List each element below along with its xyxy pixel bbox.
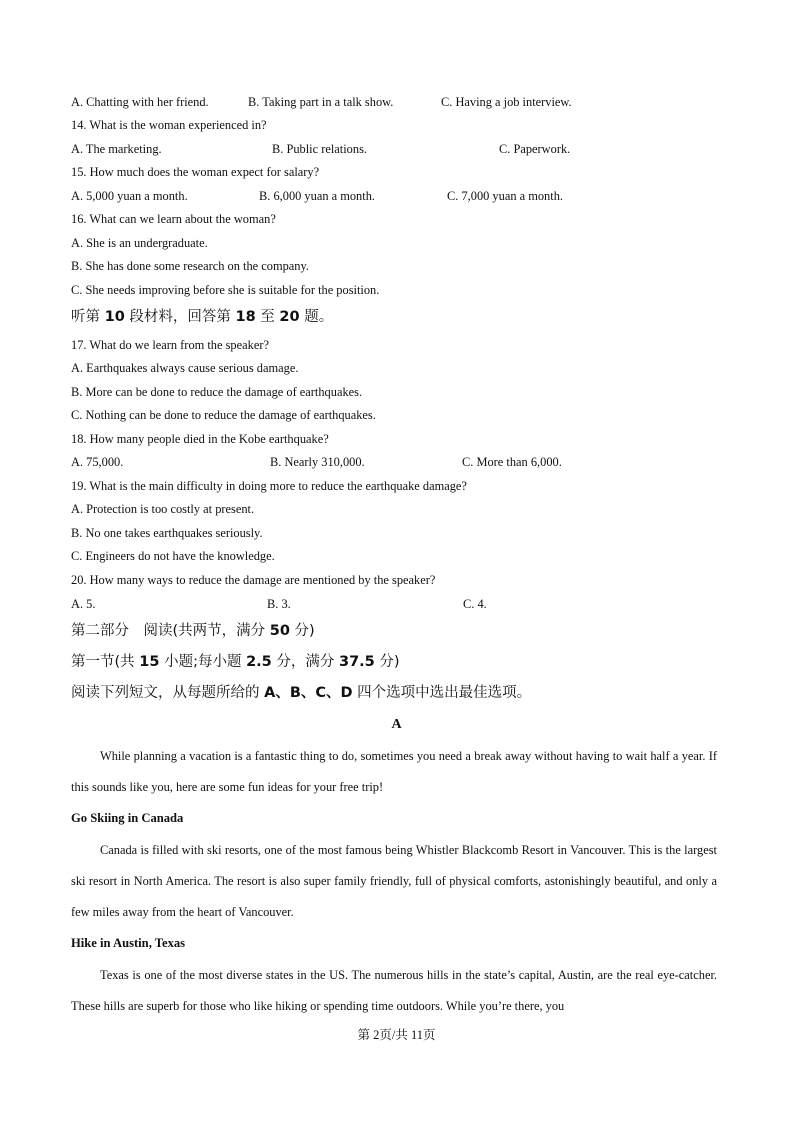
q19-option-c: C. Engineers do not have the knowledge. (71, 549, 275, 563)
q13-option-c: C. Having a job interview. (441, 95, 572, 109)
q17-option-b: B. More can be done to reduce the damage of earthquakes. (71, 385, 363, 399)
q18-option-a: A. 75,000. (71, 455, 124, 469)
q15-option-a: A. 5,000 yuan a month. (71, 189, 188, 203)
q13-option-a: A. Chatting with her friend. (71, 95, 209, 109)
q19-question: 19. What is the main difficulty in doing more to reduce the earthquake damage? (71, 479, 467, 493)
page-number-footer: 第 2页/共 11页 (357, 1028, 436, 1042)
q13-option-b: B. Taking part in a talk show. (248, 95, 394, 109)
q16-question: 16. What can we learn about the woman? (71, 212, 276, 226)
subheading-hike-austin: Hike in Austin, Texas (71, 936, 186, 950)
skiing-paragraph: Canada is filled with ski resorts, one of the most famous being Whistler Blackcomb Resort in Vancouver. This is the largest ski resort in North America. The resort is also super family friendly, full of physical comforts, astonishingly beautiful, and only a few miles away from the heart of Vancouver. (71, 843, 717, 920)
q15-option-c: C. 7,000 yuan a month. (447, 189, 563, 203)
section-one-heading: 第一节(共 15 小题;每小题 2.5 分，满分 37.5 分) (71, 654, 400, 670)
reading-instruction: 阅读下列短文，从每题所给的 A、B、C、D 四个选项中选出最佳选项。 (71, 685, 532, 701)
q14-option-a: A. The marketing. (71, 142, 162, 156)
passage-title: A (391, 717, 402, 732)
q17-question: 17. What do we learn from the speaker? (71, 338, 269, 352)
q20-option-a: A. 5. (71, 597, 96, 611)
q14-option-c: C. Paperwork. (499, 142, 571, 156)
q18-option-c: C. More than 6,000. (462, 455, 562, 469)
q20-option-b: B. 3. (267, 597, 291, 611)
q18-option-b: B. Nearly 310,000. (270, 455, 365, 469)
subheading-skiing-canada: Go Skiing in Canada (71, 811, 184, 825)
passage-intro-paragraph: While planning a vacation is a fantastic thing to do, sometimes you need a break away without having to wait half a year. If this sounds like you, here are some fun ideas for your free trip! (71, 749, 717, 795)
q16-option-a: A. She is an undergraduate. (71, 236, 208, 250)
q16-option-c: C. She needs improving before she is suitable for the position. (71, 283, 380, 297)
q19-option-a: A. Protection is too costly at present. (71, 502, 255, 516)
q16-option-b: B. She has done some research on the company. (71, 259, 309, 273)
listening-section-heading: 听第 10 段材料，回答第 18 至 20 题。 (71, 309, 334, 325)
hiking-paragraph: Texas is one of the most diverse states in the US. The numerous hills in the state’s capital, Austin, are the real eye-catcher. These hills are superb for those who like hiking or spending time outdoors. While you’re there, you (71, 968, 717, 1014)
q15-question: 15. How much does the woman expect for salary? (71, 165, 320, 179)
part-two-heading: 第二部分 阅读(共两节，满分 50 分) (71, 623, 315, 639)
q15-option-b: B. 6,000 yuan a month. (259, 189, 375, 203)
q20-question: 20. How many ways to reduce the damage are mentioned by the speaker? (71, 573, 436, 587)
q18-question: 18. How many people died in the Kobe earthquake? (71, 432, 329, 446)
q14-option-b: B. Public relations. (272, 142, 367, 156)
q14-question: 14. What is the woman experienced in? (71, 118, 267, 132)
q20-option-c: C. 4. (463, 597, 487, 611)
q17-option-c: C. Nothing can be done to reduce the damage of earthquakes. (71, 408, 376, 422)
q19-option-b: B. No one takes earthquakes seriously. (71, 526, 263, 540)
q17-option-a: A. Earthquakes always cause serious damage. (71, 361, 299, 375)
